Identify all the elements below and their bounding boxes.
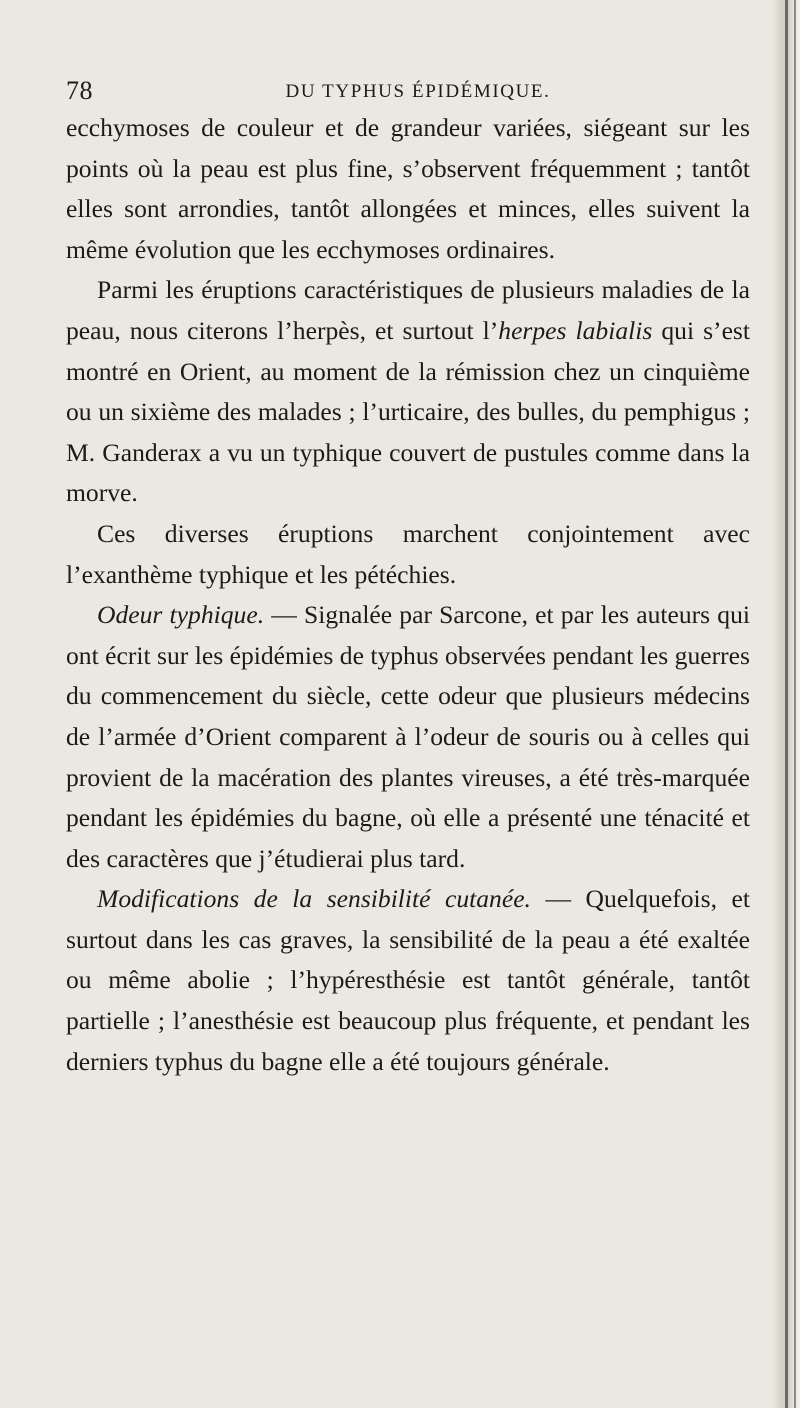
- paragraph-sensibilite: [66, 879, 750, 1082]
- section-heading-odeur-typhique: Odeur typhique.: [97, 600, 265, 630]
- paragraph-odeur-typhique-text: — Signalée par Sarcone, et par les auteurs qui ont écrit sur les épidémies de typhus observées pendant les guerres du commencement du siècle, cette odeur que plusieurs médecins de l’armée d’Orient comparent à l’odeur de souris ou à celles qui provient de la macération des plantes vireuses, a été très-marquée pendant les épidémies du bagne, où elle a présenté une ténacité et des caractères que j’étudierai plus tard.: [66, 600, 750, 873]
- paragraph-eruptions-lead: Parmi les éruptions caractéristiques de plusieurs maladies de la peau, nous citerons l’herpès, et surtout l’: [66, 275, 750, 345]
- paragraph-odeur-typhique: [66, 595, 750, 879]
- page-binding-line: [785, 0, 788, 1408]
- running-head: DU TYPHUS ÉPIDÉMIQUE.: [285, 81, 551, 102]
- paragraph-ecchymoses: ecchymoses de couleur et de grandeur variées, siégeant sur les points où la peau est plus fine, s’observent fréquemment ; tantôt elles sont arrondies, tantôt allongées et minces, elles suivent la même évolution que les ecchymoses ordinaires.: [66, 113, 750, 264]
- paragraph-eruptions: [66, 270, 750, 514]
- page-number: 78: [66, 76, 93, 105]
- paragraph-eruptions-rest: qui s’est montré en Orient, au moment de la rémission chez un cinquième ou un sixième des malades ; l’urticaire, des bulles, du pemphigus ; M. Ganderax a vu un typhique couvert de pustules comme dans la morve.: [66, 315, 750, 508]
- body-text: [66, 108, 750, 1082]
- paragraph-exantheme: Ces diverses éruptions marchent conjointement avec l’exanthème typhique et les pétéchies.: [66, 518, 750, 589]
- section-heading-sensibilite: Modifications de la sensibilité cutanée.: [97, 884, 531, 914]
- herpes-labialis-term: herpes labialis: [498, 315, 653, 345]
- paragraph-sensibilite-text: — Quelquefois, et surtout dans les cas graves, la sensibilité de la peau a été exaltée ou même abolie ; l’hypéresthésie est tantôt générale, tantôt partielle ; l’anesthésie est beaucoup plus fréquente, et pendant les derniers typhus du bagne elle a été toujours générale.: [66, 884, 750, 1076]
- page-binding-line-outer: [794, 0, 796, 1408]
